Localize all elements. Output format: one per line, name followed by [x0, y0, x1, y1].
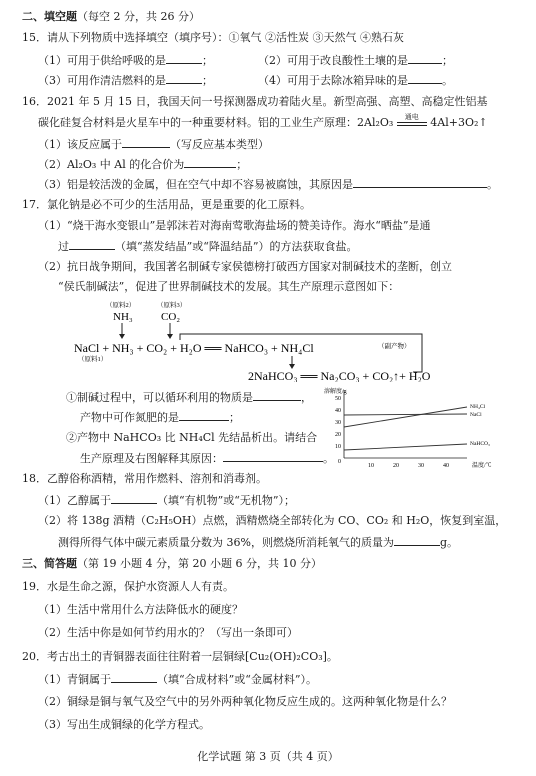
q20-part2: （2）铜绿是铜与氧气及空气中的另外两种氧化物反应生成的。这两种氧化物是什么？	[38, 695, 452, 708]
q20-answer-blank-1[interactable]	[111, 672, 157, 683]
q16-part1-text: （1）该反应属于	[38, 138, 122, 151]
q17-sub1-line2: 产物中可作氮肥的是 ；	[80, 411, 240, 424]
q17-part1-line2	[58, 239, 358, 254]
q18-part2-text: 测得所得气体中碳元素质量分数为 36%，则燃烧所消耗氧气的质量为	[58, 536, 394, 549]
nh4cl-curve	[344, 407, 467, 427]
nacl-curve	[344, 414, 467, 415]
y-tick-0: 0	[338, 459, 341, 465]
q16-line1: 16．2021 年 5 月 15 日，我国天问一号探测器成功着陆火星。新型高强、高塑、高稳定性铝基	[22, 95, 488, 108]
x-tick-30: 30	[418, 463, 424, 469]
y-tick-20: 20	[335, 432, 341, 438]
q15-answer-blank-1[interactable]	[166, 53, 202, 64]
section-3-header	[22, 557, 322, 571]
x-tick-labels	[368, 463, 449, 469]
q17-answer-blank-1[interactable]	[69, 239, 115, 250]
nh4cl-label: NH₄Cl	[470, 404, 486, 410]
main-reaction-equation: NaCl + NH₃ + CO₂ + H₂O ══ NaHCO₃ + NH₄Cl	[74, 341, 314, 355]
section-2-note: （每空 2 分，共 26 分）	[77, 10, 200, 23]
q20-part1-hint: （填“合成材料”或“金属材料”）。	[157, 673, 317, 686]
solubility-graph	[322, 384, 512, 472]
q15-answer-blank-2[interactable]	[408, 53, 442, 64]
q15-stem: 15．请从下列物质中选择填空（填序号）：①氧气 ②活性炭 ③天然气 ④熟石灰	[22, 31, 404, 44]
co2-feed: CO₂	[161, 311, 181, 323]
x-tick-20: 20	[393, 463, 399, 469]
q17-sub1-line1: ①制碱过程中，可以循环利用的物质是 ，	[66, 391, 312, 404]
q20-stem: 20．考古出土的青铜器表面往往附着一层铜绿[Cu₂(OH)₂CO₃]。	[22, 650, 338, 663]
q18-part1-text: （1）乙醇属于	[38, 494, 111, 507]
temperature-axis-label: 温度/℃	[472, 463, 492, 469]
q15-part4-text: （4）可用于去除冰箱异味的是	[258, 74, 408, 87]
q17-part1-line1: （1）“烧干海水变银山”是郭沫若对海南莺歌海盐场的赞美诗作。海水“晒盐”是通	[38, 219, 431, 232]
q18-answer-blank-1[interactable]	[111, 493, 157, 504]
q16-answer-blank-3[interactable]	[353, 177, 487, 188]
q16-part1	[38, 137, 269, 152]
q16-part1-hint: （写反应基本类型）	[170, 138, 269, 151]
q15-answer-blank-4[interactable]	[408, 73, 442, 84]
q17-sub1-text: ①制碱过程中，可以循环利用的物质是	[66, 391, 253, 404]
q16-reaction-condition	[397, 113, 427, 126]
section-2-title: 二、填空题	[22, 10, 77, 23]
q16-line2	[38, 113, 488, 130]
by-product-label: （副产物）	[378, 343, 411, 350]
q18-answer-blank-2[interactable]	[394, 535, 440, 546]
q18-part1	[38, 493, 295, 508]
q16-line2-text: 碳化硅复合材料是火星车中的一种重要材料。铝的工业生产原理：2Al₂O₃	[38, 116, 394, 129]
raw-material-3-label: （原料3）	[157, 302, 187, 309]
q18-part2-line1: （2）将 138g 酒精（C₂H₅OH）点燃，酒精燃烧全部转化为 CO、CO₂ 和 H₂O，恢复到室温，	[38, 514, 507, 527]
q15-part1: （1）可用于供给呼吸的是 ；	[38, 54, 213, 67]
y-tick-10: 10	[335, 444, 341, 450]
q16-products: 4Al+3O₂↑	[430, 116, 488, 129]
nh3-feed: NH₃	[113, 311, 133, 323]
q17-answer-blank-2[interactable]	[253, 390, 301, 401]
nahco3-curve	[344, 444, 467, 450]
q16-part2-text: （2）Al₂O₃ 中 Al 的化合价为	[38, 158, 185, 171]
section-3-note: （第 19 小题 4 分，第 20 小题 6 分，共 10 分）	[77, 557, 322, 570]
q17-sub1b-text: 产物中可作氮肥的是	[80, 411, 179, 424]
q17-answer-blank-3[interactable]	[179, 410, 229, 421]
page-footer: 化学试题 第 3 页（共 4 页）	[197, 750, 339, 763]
raw-material-2-label: （原料2）	[106, 302, 136, 309]
y-tick-30: 30	[335, 420, 341, 426]
section-2-header	[22, 10, 200, 24]
q20-part1-text: （1）青铜属于	[38, 673, 111, 686]
section-3-title: 三、简答题	[22, 557, 77, 570]
q15-part4: （4）可用于去除冰箱异味的是 。	[258, 74, 453, 87]
q20-part3: （3）写出生成铜绿的化学方程式。	[38, 718, 210, 731]
q17-part1-text: 过	[58, 240, 69, 253]
q16-part3-text: （3）铝是较活泼的金属，但在空气中却不容易被腐蚀，其原因是	[38, 178, 353, 191]
q18-part2-line2	[58, 535, 458, 550]
q17-answer-blank-4[interactable]	[223, 451, 323, 462]
q15-part2: （2）可用于改良酸性土壤的是 ；	[258, 54, 453, 67]
q17-sub2-text: 生产原理及右图解释其原因：	[80, 452, 223, 465]
q16-answer-blank-1[interactable]	[122, 137, 170, 148]
q17-sub2-line2: 生产原理及右图解释其原因： 。	[80, 452, 334, 465]
y-tick-40: 40	[335, 408, 341, 414]
raw-material-1-label: （原料1）	[78, 356, 108, 363]
q16-answer-blank-2[interactable]	[184, 157, 236, 168]
q16-part3: （3）铝是较活泼的金属，但在空气中却不容易被腐蚀，其原因是 。	[38, 178, 498, 191]
q17-part1-hint: （填“蒸发结晶”或“降温结晶”）的方法获取食盐。	[115, 240, 358, 253]
q18-part2-unit: g。	[439, 536, 458, 549]
x-tick-40: 40	[443, 463, 449, 469]
q16-condition-text: 通电	[404, 113, 419, 121]
q15-part2-text: （2）可用于改良酸性土壤的是	[258, 54, 408, 67]
q19-part2: （2）生活中你是如何节约用水的？（写出一条即可）	[38, 626, 298, 639]
x-tick-10: 10	[368, 463, 374, 469]
hou-process-diagram	[60, 298, 480, 382]
nahco3-label: NaHCO₃	[470, 441, 490, 447]
q15-part3-text: （3）可用作清洁燃料的是	[38, 74, 166, 87]
nh3-arrowhead	[119, 334, 125, 339]
q15-part1-text: （1）可用于供给呼吸的是	[38, 54, 166, 67]
q17-sub2-line1: ②产物中 NaHCO₃ 比 NH₄Cl 先结晶析出。请结合	[66, 431, 318, 444]
q17-stem: 17．氯化钠是必不可少的生活用品，更是重要的化工原料。	[22, 198, 311, 211]
q15-answer-blank-3[interactable]	[166, 73, 202, 84]
q18-part1-hint: （填“有机物”或“无机物”）；	[157, 494, 295, 507]
co2-arrowhead	[167, 334, 173, 339]
q17-part2-line2: “侯氏制碱法”，促进了世界制碱技术的发展。其生产原理示意图如下：	[58, 280, 400, 293]
q17-part2-line1: （2）抗日战争期间，我国著名制碱专家侯德榜打破西方国家对制碱技术的垄断，创立	[38, 260, 452, 273]
q18-stem: 18．乙醇俗称酒精，常用作燃料、溶剂和消毒剂。	[22, 472, 267, 485]
q15-part3: （3）可用作清洁燃料的是 ；	[38, 74, 213, 87]
q20-part1	[38, 672, 317, 687]
q16-part2: （2）Al₂O₃ 中 Al 的化合价为 ；	[38, 158, 248, 171]
solubility-axis-label: 溶解度/g	[324, 389, 347, 395]
decomposition-equation: 2NaHCO₃ ══ Na₂CO₃ + CO₂↑+ H₂O	[248, 369, 431, 382]
q19-stem: 19．水是生命之源，保护水资源人人有责。	[22, 580, 234, 593]
y-tick-labels	[335, 396, 341, 465]
nacl-label: NaCl	[470, 412, 482, 418]
y-tick-50: 50	[335, 396, 341, 402]
q19-part1: （1）生活中常用什么方法降低水的硬度？	[38, 603, 243, 616]
